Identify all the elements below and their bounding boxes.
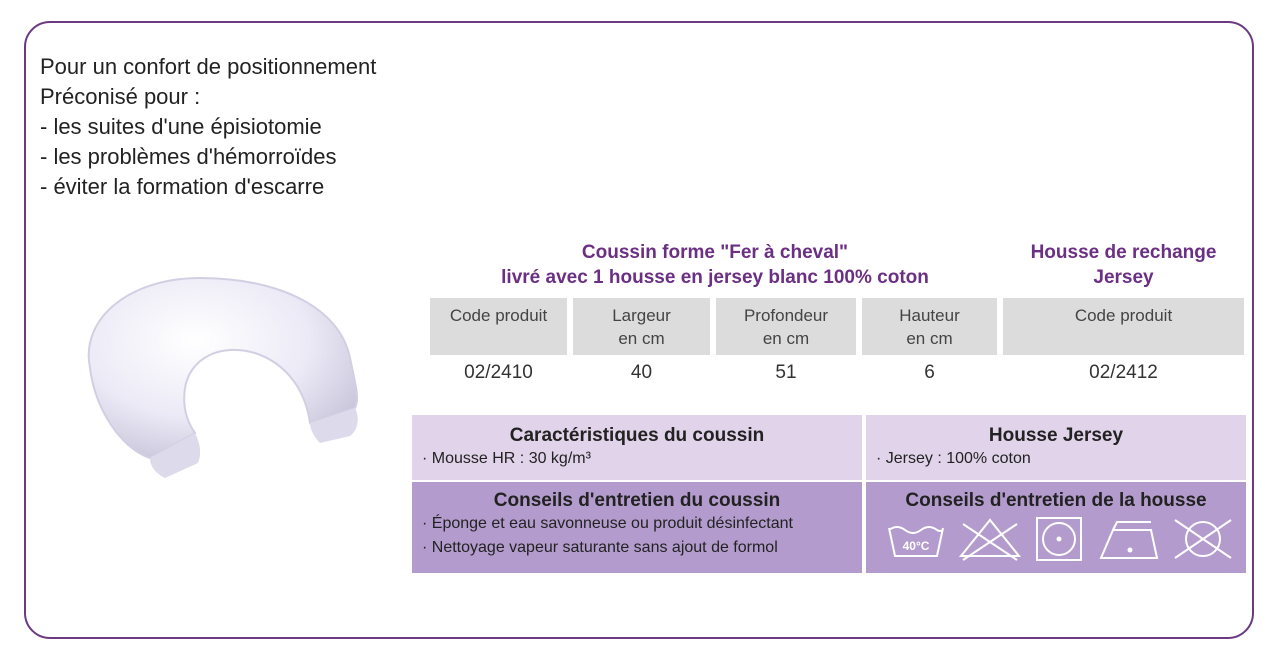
tumble-dry-icon	[1035, 516, 1083, 562]
cover-title: Housse de rechange Jersey	[1030, 242, 1217, 288]
cover-panel-title: Housse Jersey	[988, 425, 1124, 446]
intro-line: Préconisé pour :	[40, 84, 201, 109]
characteristics-line: · Mousse HR : 30 kg/m³	[422, 450, 591, 467]
header-code-produit: Code produit	[430, 298, 567, 355]
value-code-produit: 02/2410	[464, 362, 533, 383]
intro-line: - les problèmes d'hémorroïdes	[40, 144, 337, 169]
iron-low-icon	[1099, 516, 1161, 562]
cover-panel	[866, 415, 1246, 480]
cover-panel-line: · Jersey : 100% coton	[876, 450, 1031, 467]
care-title: Conseils d'entretien du coussin	[493, 490, 781, 511]
value-hauteur: 6	[924, 362, 935, 383]
intro-text	[40, 52, 376, 202]
header-code-produit-housse: Code produit	[1003, 298, 1244, 355]
value-largeur: 40	[630, 362, 653, 383]
care-icons	[885, 516, 1235, 566]
header-hauteur: Hauteur en cm	[862, 298, 997, 355]
care-line: · Éponge et eau savonneuse ou produit désinfectant	[422, 515, 793, 532]
value-code-produit-housse: 02/2412	[1089, 362, 1158, 383]
value-profondeur: 51	[775, 362, 797, 383]
cover-care-title: Conseils d'entretien de la housse	[905, 490, 1207, 511]
header-profondeur: Profondeur en cm	[716, 298, 856, 355]
no-dry-clean-icon	[1171, 516, 1235, 562]
wash-40-icon	[885, 516, 947, 562]
no-bleach-icon	[957, 516, 1023, 562]
header-largeur: Largeur en cm	[573, 298, 710, 355]
product-title: Coussin forme "Fer à cheval" livré avec 1 housse en jersey blanc 100% coton	[501, 242, 929, 288]
svg-text:40°C: 40°C	[902, 539, 930, 553]
intro-line: Pour un confort de positionnement	[40, 54, 377, 79]
care-panel	[412, 482, 862, 573]
intro-line: - éviter la formation d'escarre	[40, 174, 325, 199]
intro-line: - les suites d'une épisiotomie	[40, 114, 322, 139]
characteristics-panel	[412, 415, 862, 480]
care-line: · Nettoyage vapeur saturante sans ajout de formol	[422, 539, 778, 556]
horseshoe-cushion-image	[70, 258, 370, 488]
characteristics-title: Caractéristiques du coussin	[509, 425, 765, 446]
